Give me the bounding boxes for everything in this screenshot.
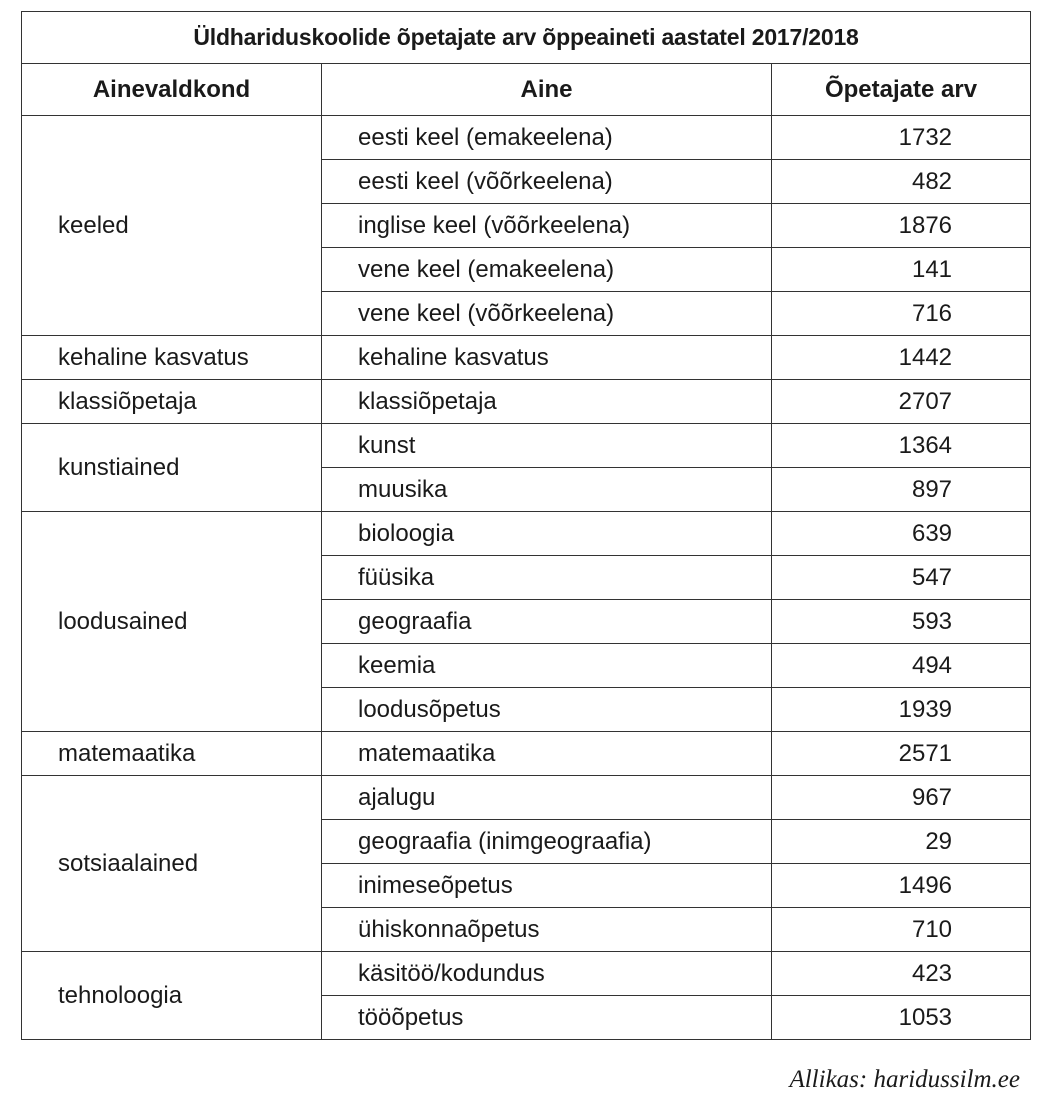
- subject-cell: kehaline kasvatus: [322, 336, 772, 380]
- teachers-table: [21, 11, 1031, 1040]
- subject-cell: kunst: [322, 424, 772, 468]
- table-title: Üldhariduskoolide õpetajate arv õppeaineti aastatel 2017/2018: [22, 12, 1031, 64]
- subject-cell: tööõpetus: [322, 996, 772, 1040]
- count-cell: 29: [772, 820, 1031, 864]
- count-cell: 1053: [772, 996, 1031, 1040]
- header-area: Ainevaldkond: [22, 64, 322, 116]
- area-cell: klassiõpetaja: [22, 380, 322, 424]
- subject-cell: füüsika: [322, 556, 772, 600]
- subject-cell: klassiõpetaja: [322, 380, 772, 424]
- area-cell: keeled: [22, 116, 322, 336]
- area-cell: kunstiained: [22, 424, 322, 512]
- subject-cell: geograafia: [322, 600, 772, 644]
- count-cell: 897: [772, 468, 1031, 512]
- count-cell: 423: [772, 952, 1031, 996]
- count-cell: 639: [772, 512, 1031, 556]
- count-cell: 716: [772, 292, 1031, 336]
- count-cell: 1442: [772, 336, 1031, 380]
- subject-cell: eesti keel (võõrkeelena): [322, 160, 772, 204]
- table-row: [22, 732, 1031, 776]
- source-note: Allikas: haridussilm.ee: [789, 1066, 1020, 1093]
- area-cell: kehaline kasvatus: [22, 336, 322, 380]
- count-cell: 494: [772, 644, 1031, 688]
- count-cell: 1876: [772, 204, 1031, 248]
- count-cell: 1732: [772, 116, 1031, 160]
- table-body: [22, 116, 1031, 1040]
- subject-cell: eesti keel (emakeelena): [322, 116, 772, 160]
- subject-cell: inimeseõpetus: [322, 864, 772, 908]
- header-count: Õpetajate arv: [772, 64, 1031, 116]
- subject-cell: geograafia (inimgeograafia): [322, 820, 772, 864]
- table-row: [22, 776, 1031, 820]
- subject-cell: ajalugu: [322, 776, 772, 820]
- table-row: [22, 424, 1031, 468]
- table-row: [22, 336, 1031, 380]
- subject-cell: bioloogia: [322, 512, 772, 556]
- subject-cell: vene keel (võõrkeelena): [322, 292, 772, 336]
- count-cell: 593: [772, 600, 1031, 644]
- count-cell: 1496: [772, 864, 1031, 908]
- count-cell: 1939: [772, 688, 1031, 732]
- area-cell: sotsiaalained: [22, 776, 322, 952]
- count-cell: 2571: [772, 732, 1031, 776]
- subject-cell: keemia: [322, 644, 772, 688]
- count-cell: 710: [772, 908, 1031, 952]
- count-cell: 2707: [772, 380, 1031, 424]
- header-row: [22, 64, 1031, 116]
- area-cell: tehnoloogia: [22, 952, 322, 1040]
- count-cell: 141: [772, 248, 1031, 292]
- title-row: [22, 12, 1031, 64]
- subject-cell: ühiskonnaõpetus: [322, 908, 772, 952]
- subject-cell: vene keel (emakeelena): [322, 248, 772, 292]
- subject-cell: loodusõpetus: [322, 688, 772, 732]
- table-row: [22, 512, 1031, 556]
- subject-cell: matemaatika: [322, 732, 772, 776]
- table-row: [22, 952, 1031, 996]
- subject-cell: inglise keel (võõrkeelena): [322, 204, 772, 248]
- table-row: [22, 116, 1031, 160]
- subject-cell: käsitöö/kodundus: [322, 952, 772, 996]
- area-cell: matemaatika: [22, 732, 322, 776]
- area-cell: loodusained: [22, 512, 322, 732]
- count-cell: 967: [772, 776, 1031, 820]
- count-cell: 1364: [772, 424, 1031, 468]
- subject-cell: muusika: [322, 468, 772, 512]
- table-row: [22, 380, 1031, 424]
- header-subject: Aine: [322, 64, 772, 116]
- count-cell: 482: [772, 160, 1031, 204]
- count-cell: 547: [772, 556, 1031, 600]
